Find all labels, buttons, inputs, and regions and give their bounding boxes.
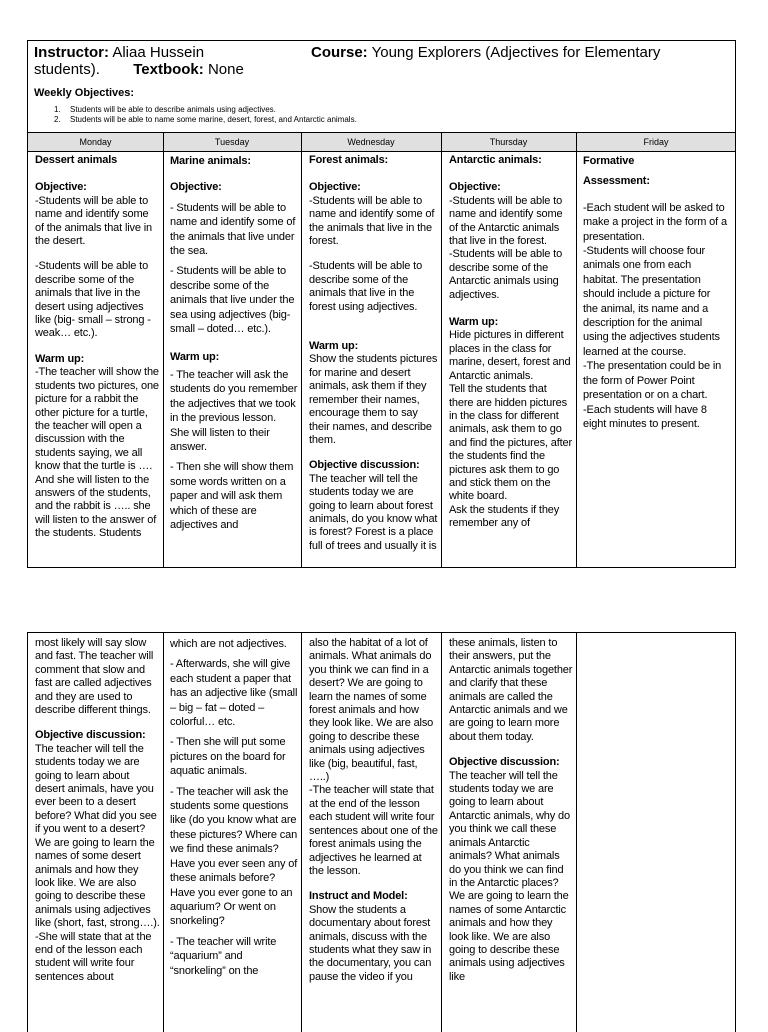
wednesday-objective-discussion: The teacher will tell the students today we are going to learn about forest animals, do you know what is forest? Forest is a place full of trees and usually it is xyxy=(309,472,438,552)
day-header-monday: Monday xyxy=(79,137,112,147)
wednesday-objective-2: -Students will be able to describe some of the animals that live in the forest using adjectives. xyxy=(309,260,423,313)
tuesday-title: Marine animals: xyxy=(170,155,251,167)
friday-title: Formative xyxy=(583,155,635,167)
lesson-plan-page-1 xyxy=(27,40,736,568)
thursday-title: Antarctic animals: xyxy=(449,154,542,166)
weekly-objectives-title: Weekly Objectives: xyxy=(34,87,135,99)
tuesday-objective-1: - Students will be able to name and identify some of the animals that live under the sea. xyxy=(170,201,296,258)
assessment-heading: Assessment: xyxy=(583,175,650,188)
weekly-objectives-list xyxy=(54,105,357,125)
monday-continued-text: most likely will say slow and fast. The teacher will comment that slow and fast are called adjectives and they are used to describe different things. xyxy=(35,637,154,717)
warm-up-heading: Warm up: xyxy=(35,352,85,365)
day-header-row xyxy=(28,133,735,152)
column-divider xyxy=(301,133,302,567)
tuesday-continued-a: which are not adjectives. xyxy=(170,638,287,650)
monday-objective-1: -Students will be able to name and identify some of the animals that live in the desert. xyxy=(35,194,153,248)
column-divider xyxy=(441,133,442,567)
textbook-label: Textbook: xyxy=(133,61,204,78)
column-divider xyxy=(163,633,164,1032)
wednesday-objective-1: -Students will be able to name and identify some of the animals that live in the forest. xyxy=(309,194,435,248)
tuesday-warm-up-1: - The teacher will ask the students do you remember the adjectives that we took in the previous lesson. She will listen to their answer. xyxy=(170,368,298,453)
objective-discussion-heading: Objective discussion: xyxy=(449,756,560,769)
list-item: 2. Students will be able to name some marine, desert, forest, and Antarctic animals. xyxy=(54,115,357,124)
instructor-name: Aliaa Hussein xyxy=(112,44,205,61)
tuesday-continued-d: - The teacher will ask the students some questions like (do you know what are these pictures? Where can we find these animals? Have you ever seen any of these animals before? Have you ever gone to an aquarium? Or went on snorkeling? xyxy=(170,785,298,928)
objective-heading: Objective: xyxy=(309,181,361,194)
objective-discussion-heading: Objective discussion: xyxy=(309,459,420,472)
lesson-plan-page-2 xyxy=(27,632,736,1032)
objective-heading: Objective: xyxy=(449,181,501,194)
tuesday-continued-b: - Afterwards, she will give each student a paper that has an adjective like (small – big – fat – doted – colorful… etc. xyxy=(170,658,298,729)
thursday-warm-up: Hide pictures in different places in the class for marine, desert, forest and Antarctic animals. Tell the students that there are hidden pictures in the class for different animals, ask them to go and find the pictures, after the students find the pictures ask them to go and stick them on the white board. Ask the students if they remember any of xyxy=(449,329,572,530)
wednesday-cell xyxy=(306,154,441,567)
instruct-model-heading: Instruct and Model: xyxy=(309,890,408,903)
monday-title: Dessert animals xyxy=(35,154,118,166)
friday-cell xyxy=(580,154,730,567)
tuesday-objective-2: - Students will be able to describe some of the animals that live under the sea using adjectives (big- small – doted… etc.). xyxy=(170,265,295,336)
thursday-objective-discussion: The teacher will tell the students today we are going to learn about Antarctic animals, why do you think we call these animals Antarctic animals? What animals do you think we can find in the Antarctic places? We are going to learn the names of some Antarctic animals and how they look like. We are also going to describe these animals using adjectives like xyxy=(449,769,570,983)
objective-heading: Objective: xyxy=(170,181,222,194)
weekly-schedule-table xyxy=(28,132,735,567)
monday-cell xyxy=(32,154,163,567)
wednesday-instruct-model: Show the students a documentary about forest animals, discuss with the students what they saw in the documentary, you can pause the video if you xyxy=(309,903,432,983)
warm-up-heading: Warm up: xyxy=(449,316,499,329)
instructor-label: Instructor: xyxy=(34,44,109,61)
course-name-cont: students). xyxy=(34,61,100,78)
wednesday-continued-text: also the habitat of a lot of animals. What animals do you think we can find in a desert? We are going to learn the names of some forest animals and how they look like. We are also going to describe these animals using adjectives like (big, beautiful, fast, …..) -The teacher will state that at the end of the lesson each student will write four sentences about one of the forest animals using the adjectives he learned at the lesson. xyxy=(309,637,438,877)
header xyxy=(34,44,731,78)
thursday-objectives: -Students will be able to name and identify some of the Antarctic animals that live in the forest. -Students will be able to describe some of the Antarctic animals using adjectives. xyxy=(449,194,563,301)
friday-assessment: -Each student will be asked to make a project in the form of a presentation. -Students will choose four animals one from each habitat. The presentation should include a picture for the animal, its name and a description for the animal using the adjectives students learned at the course. -The presentation could be in the form of Power Point presentation or on a chart. -Each students will have 8 eight minutes to present. xyxy=(583,201,727,430)
monday-cell-continued xyxy=(32,637,163,1032)
day-header-wednesday: Wednesday xyxy=(347,137,395,147)
tuesday-cell xyxy=(167,154,301,567)
thursday-cell-continued xyxy=(446,637,576,1032)
thursday-cell xyxy=(446,154,576,567)
wednesday-cell-continued xyxy=(306,637,441,1032)
day-header-thursday: Thursday xyxy=(489,137,528,147)
day-header-friday: Friday xyxy=(643,137,669,147)
objective-heading: Objective: xyxy=(35,181,87,194)
tuesday-continued-c: - Then she will put some pictures on the board for aquatic animals. xyxy=(170,736,286,778)
monday-objective-2: -Students will be able to describe some of the animals that live in the desert using adjectives like (big- small – strong - weak… etc.). xyxy=(35,260,151,340)
tuesday-warm-up-2: - Then she will show them some words written on a paper and will ask them which of these are adjectives and xyxy=(170,461,294,531)
day-header-tuesday: Tuesday xyxy=(214,137,250,147)
monday-objective-discussion: The teacher will tell the students today we are going to learn about desert animals, have you ever been to a desert before? What did you see if you went to a desert? We are going to learn the names of some desert animals and how they look like. We are also going to describe these animals using adjectives like (short, fast, strong….). -She will state that at the end of the lesson each student will write four sentences about xyxy=(35,742,160,983)
wednesday-title: Forest animals: xyxy=(309,154,389,166)
column-divider xyxy=(576,133,577,567)
column-divider xyxy=(441,633,442,1032)
course-label: Course: xyxy=(311,44,368,61)
monday-warm-up: -The teacher will show the students two pictures, one picture for a rabbit the other picture for a turtle, the teacher will open a discussion with the students saying, we all know that the turtle is …. And she will listen to the answers of the students, and the rabbit is ….. she will listen to the answer of the students. Students xyxy=(35,366,159,540)
thursday-continued-text: these animals, listen to their answers, put the Antarctic animals together and clarify that these animals are called the Antarctic animals and we are going to learn more about them today. xyxy=(449,637,573,743)
column-divider xyxy=(576,633,577,1032)
tuesday-continued-e: - The teacher will write “aquarium” and “snorkeling” on the xyxy=(170,935,277,977)
warm-up-heading: Warm up: xyxy=(170,351,220,364)
column-divider xyxy=(163,133,164,567)
wednesday-warm-up: Show the students pictures for marine and desert animals, ask them if they remember their names, encourage them to say their names, and describe them. xyxy=(309,353,438,446)
warm-up-heading: Warm up: xyxy=(309,340,359,353)
objective-discussion-heading: Objective discussion: xyxy=(35,729,146,742)
course-name: Young Explorers (Adjectives for Elementary xyxy=(371,44,661,61)
textbook-value: None xyxy=(207,61,244,78)
tuesday-cell-continued xyxy=(167,637,301,1032)
column-divider xyxy=(301,633,302,1032)
list-item: 1. Students will be able to describe animals using adjectives. xyxy=(54,105,276,114)
